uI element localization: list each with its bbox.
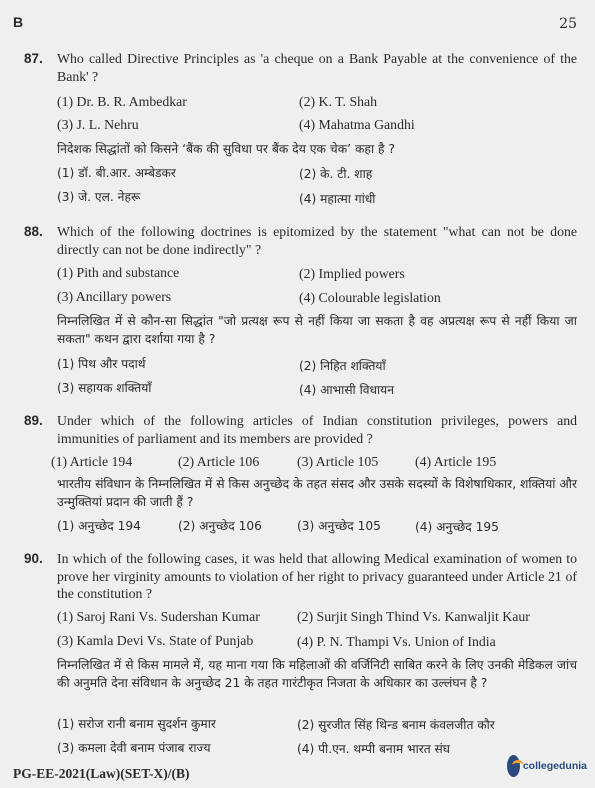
- paper-code-footer: PG-EE-2021(Law)(SET-X)/(B): [13, 766, 190, 781]
- option-en-3: (3) Ancillary powers: [57, 289, 172, 304]
- option-hi-3: (3) अनुच्छेद 105: [297, 519, 381, 533]
- option-hi-3: (3) जे. एल. नेहरू: [57, 190, 141, 204]
- option-hi-4: (4) महात्मा गांधी: [299, 192, 376, 206]
- option-hi-3: (3) कमला देवी बनाम पंजाब राज्य: [57, 741, 211, 755]
- option-hi-4: (4) पी.एन. थम्पी बनाम भारत संघ: [297, 742, 450, 756]
- option-en-1: (1) Article 194: [51, 454, 133, 469]
- option-hi-2: (2) सुरजीत सिंह थिन्ड बनाम कंवलजीत कौर: [297, 718, 495, 732]
- option-hi-3: (3) सहायक शक्तियाँ: [57, 381, 152, 395]
- question-text-en: Under which of the following articles of Indian constitution privileges, powers and immunities of parliament and its members are provided ?: [57, 413, 577, 446]
- series-label: B: [13, 14, 24, 30]
- question-text-en: Who called Directive Principles as 'a cheque on a Bank Payable at the convenience of the Bank' ?: [57, 51, 577, 84]
- option-en-4: (4) Colourable legislation: [299, 290, 441, 305]
- question-text-en: In which of the following cases, it was held that allowing Medical examination of women to prove her virginity amounts to violation of her right to privacy guaranteed under Article 21 of the constitution ?: [57, 551, 577, 601]
- question-text-hi: भारतीय संविधान के निम्नलिखित में से किस अनुच्छेद के तहत संसद और उसके सदस्यों के विशेषाधिकार, शक्तियां और उन्मुक्तियां प्रदान की जाती हैं ?: [57, 477, 577, 509]
- question-text-hi: निम्नलिखित में से कौन-सा सिद्धांत "जो प्रत्यक्ष रूप से नहीं किया जा सकता है वह अप्रत्यक्ष रूप से नहीं किया जा सकता" कथन द्वारा दर्शाया गया है ?: [57, 314, 577, 346]
- page-number: 25: [559, 16, 577, 32]
- question-text-en: Which of the following doctrines is epitomized by the statement "what can not be done directly can not be done indirectly" ?: [57, 224, 577, 257]
- option-en-1: (1) Dr. B. R. Ambedkar: [57, 94, 187, 109]
- option-hi-1: (1) डॉ. बी.आर. अम्बेडकर: [57, 166, 176, 180]
- option-en-1: (1) Saroj Rani Vs. Sudershan Kumar: [57, 609, 260, 624]
- option-hi-2: (2) निहित शक्तियाँ: [299, 359, 386, 373]
- option-en-2: (2) Article 106: [178, 454, 260, 469]
- option-en-3: (3) J. L. Nehru: [57, 117, 139, 132]
- option-hi-2: (2) के. टी. शाह: [299, 167, 373, 181]
- option-en-1: (1) Pith and substance: [57, 265, 180, 280]
- collegedunia-watermark: [507, 752, 587, 780]
- option-hi-2: (2) अनुच्छेद 106: [178, 519, 262, 533]
- question-text-hi: निदेशक सिद्धांतों को किसने ‘बैंक की सुविधा पर बैंक देय एक चेक’ कहा है ?: [57, 142, 396, 156]
- question-number: 88.: [24, 224, 43, 239]
- option-en-4: (4) Mahatma Gandhi: [299, 117, 415, 132]
- option-en-3: (3) Article 105: [297, 454, 379, 469]
- question-number: 87.: [24, 51, 43, 66]
- option-hi-1: (1) अनुच्छेद 194: [57, 519, 141, 533]
- question-number: 89.: [24, 413, 43, 428]
- option-en-3: (3) Kamla Devi Vs. State of Punjab: [57, 633, 254, 648]
- option-hi-4: (4) अनुच्छेद 195: [415, 520, 499, 534]
- option-en-4: (4) Article 195: [415, 454, 497, 469]
- collegedunia-logo-icon: [507, 755, 520, 777]
- watermark-brand: collegedunia: [522, 760, 587, 772]
- option-en-2: (2) K. T. Shah: [299, 94, 378, 109]
- option-en-2: (2) Implied powers: [299, 266, 405, 281]
- option-hi-1: (1) पिथ और पदार्थ: [57, 357, 146, 371]
- option-en-4: (4) P. N. Thampi Vs. Union of India: [297, 634, 496, 649]
- option-en-2: (2) Surjit Singh Thind Vs. Kanwaljit Kaur: [297, 609, 530, 624]
- option-hi-4: (4) आभासी विधायन: [299, 383, 395, 397]
- question-number: 90.: [24, 551, 43, 566]
- question-text-hi: निम्नलिखित में से किस मामले में, यह माना गया कि महिलाओं की वर्जिनिटी साबित करने के लिए उनकी मेडिकल जांच की अनुमति देना संविधान के अनुच्छेद 21 के तहत गारंटीकृत निजता के अधिकार का उल्लंघन है ?: [57, 658, 577, 690]
- option-hi-1: (1) सरोज रानी बनाम सुदर्शन कुमार: [57, 717, 216, 731]
